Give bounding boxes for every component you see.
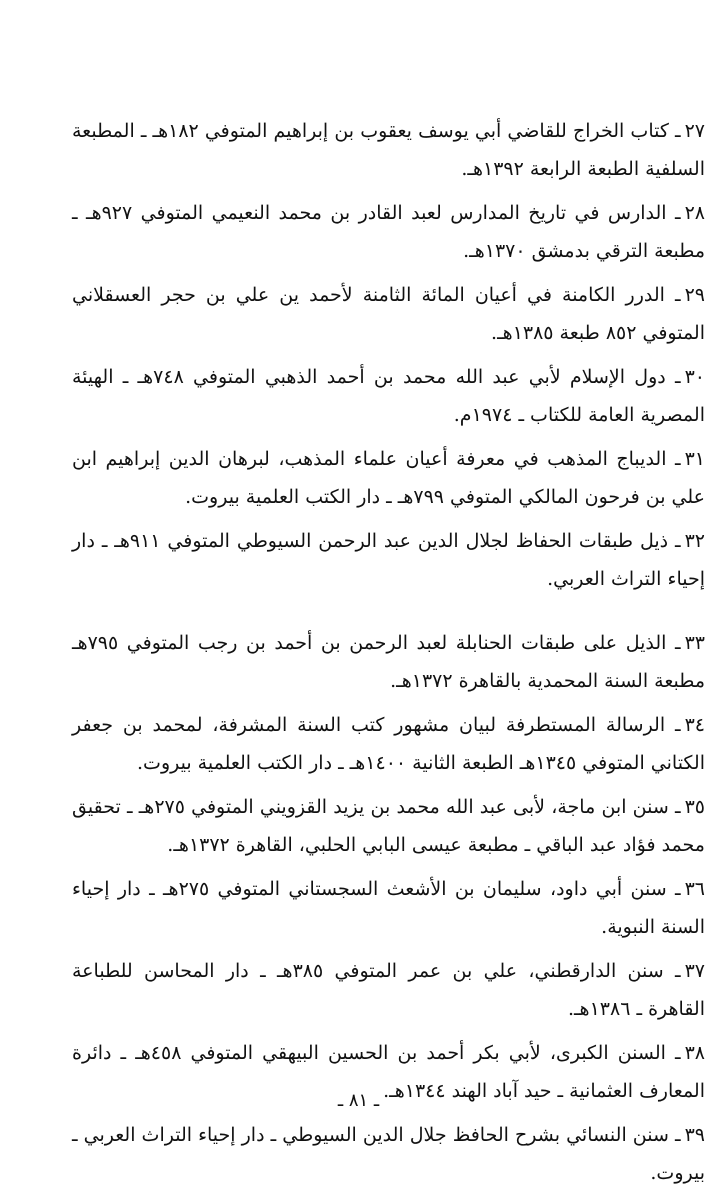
entry-number: ٣٢ — [684, 530, 705, 552]
entry-text: ـ ذيل طبقات الحفاظ لجلال الدين عبد الرحمن السيوطي المتوفي ٩١١هـ ـ دار إحياء التراث العربي. — [72, 530, 705, 590]
entry-number: ٣١ — [684, 448, 705, 470]
entry-text: ـ سنن الدارقطني، علي بن عمر المتوفي ٣٨٥هـ ـ دار المحاسن للطباعة القاهرة ـ ١٣٨٦هـ. — [72, 960, 705, 1020]
bibliography-entry — [72, 624, 705, 700]
bibliography-entry — [72, 1116, 705, 1192]
entry-text: ـ سنن ابن ماجة، لأبى عبد الله محمد بن يزيد القزويني المتوفي ٢٧٥هـ ـ تحقيق محمد فؤاد عبد الباقي ـ مطبعة عيسى البابي الحلبي، القاهرة ١٣٧٢هـ. — [72, 796, 705, 856]
bibliography-list — [72, 112, 705, 1198]
entry-text: ـ سنن أبي داود، سليمان بن الأشعث السجستاني المتوفي ٢٧٥هـ ـ دار إحياء السنة النبوية. — [72, 878, 705, 938]
entry-text: ـ الرسالة المستطرفة لبيان مشهور كتب السنة المشرفة، لمحمد بن جعفر الكتاني المتوفي ١٣٤٥هـ الطبعة الثانية ١٤٠٠هـ ـ دار الكتب العلمية بيروت. — [72, 714, 705, 774]
entry-number: ٣٤ — [684, 714, 705, 736]
entry-text: ـ الديباج المذهب في معرفة أعيان علماء المذهب، لبرهان الدين إبراهيم ابن علي بن فرحون المالكي المتوفي ٧٩٩هـ ـ دار الكتب العلمية بيروت. — [72, 448, 705, 508]
entry-text: ـ كتاب الخراج للقاضي أبي يوسف يعقوب بن إبراهيم المتوفي ١٨٢هـ ـ المطبعة السلفية الطبعة الرابعة ١٣٩٢هـ. — [72, 120, 705, 180]
entry-text: ـ الدرر الكامنة في أعيان المائة الثامنة لأحمد ين علي بن حجر العسقلاني المتوفي ٨٥٢ طبعة ١٣٨٥هـ. — [72, 284, 705, 344]
entry-number: ٣٥ — [684, 796, 705, 818]
entry-number: ٢٧ — [684, 120, 705, 142]
bibliography-entry — [72, 194, 705, 270]
bibliography-entry — [72, 870, 705, 946]
bibliography-entry — [72, 112, 705, 188]
entry-text: ـ السنن الكبرى، لأبي بكر أحمد بن الحسين البيهقي المتوفي ٤٥٨هـ ـ دائرة المعارف العثمانية ـ حيد آباد الهند ١٣٤٤هـ. — [72, 1042, 705, 1102]
entry-number: ٣٩ — [684, 1124, 705, 1146]
entry-number: ٢٩ — [684, 284, 705, 306]
entry-number: ٣٨ — [684, 1042, 705, 1064]
bibliography-entry — [72, 276, 705, 352]
entry-text: ـ الدارس في تاريخ المدارس لعبد القادر بن محمد النعيمي المتوفي ٩٢٧هـ ـ مطبعة الترقي بدمشق ١٣٧٠هـ. — [72, 202, 705, 262]
bibliography-entry — [72, 522, 705, 598]
entry-number: ٢٨ — [684, 202, 705, 224]
page-number: ـ ٨١ ـ — [337, 1090, 380, 1111]
bibliography-entry — [72, 952, 705, 1028]
entry-text: ـ سنن النسائي بشرح الحافظ جلال الدين السيوطي ـ دار إحياء التراث العربي ـ بيروت. — [72, 1124, 705, 1184]
bibliography-entry — [72, 440, 705, 516]
bibliography-entry — [72, 788, 705, 864]
entry-number: ٣٦ — [684, 878, 705, 900]
bibliography-entry — [72, 358, 705, 434]
entry-number: ٣٣ — [684, 632, 705, 654]
entry-text: ـ دول الإسلام لأبي عبد الله محمد بن أحمد الذهبي المتوفي ٧٤٨هـ ـ الهيئة المصرية العامة للكتاب ـ ١٩٧٤م. — [72, 366, 705, 426]
entry-number: ٣٧ — [684, 960, 705, 982]
entry-number: ٣٠ — [684, 366, 705, 388]
entry-text: ـ الذيل على طبقات الحنابلة لعبد الرحمن بن أحمد بن رجب المتوفي ٧٩٥هـ مطبعة السنة المحمدية بالقاهرة ١٣٧٢هـ. — [72, 632, 705, 692]
bibliography-entry — [72, 706, 705, 782]
